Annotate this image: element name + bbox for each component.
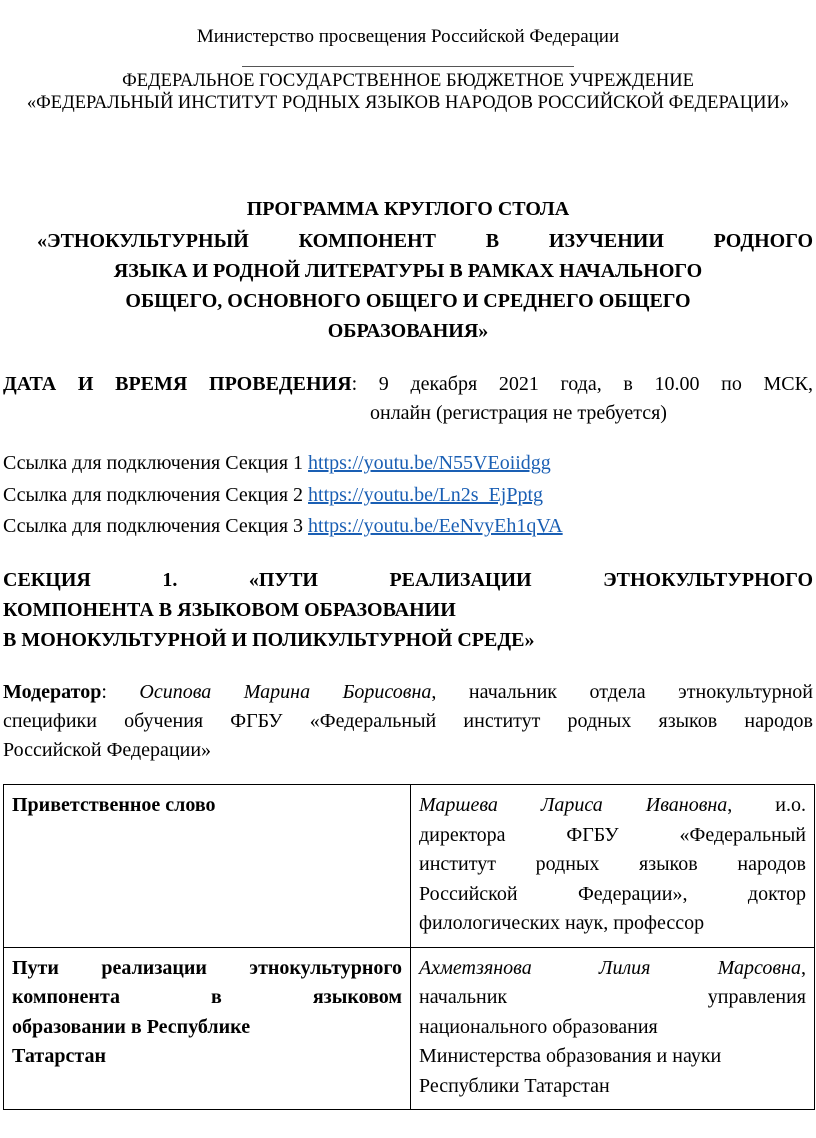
header-divider (242, 66, 574, 67)
event-datetime (3, 373, 813, 396)
moderator-colon: : (101, 681, 140, 703)
link-label-section-3: Ссылка для подключения Секция 3 (3, 515, 309, 537)
program-title-line-2: «ЭТНОКУЛЬТУРНЫЙ КОМПОНЕНТ В ИЗУЧЕНИИ РОДНОГО (37, 230, 813, 252)
topic-line: Пути реализации этнокультурного (12, 956, 402, 979)
link-section-1[interactable]: https://youtu.be/N55VEoiidgg (308, 452, 551, 474)
section-1-heading-line-2: КОМПОНЕНТА В ЯЗЫКОВОМ ОБРАЗОВАНИИ (3, 599, 456, 621)
link-section-3[interactable]: https://youtu.be/EeNvyEh1qVA (308, 515, 563, 537)
speaker-line: филологических наук, профессор (419, 912, 705, 934)
program-title-line-3: ЯЗЫКА И РОДНОЙ ЛИТЕРАТУРЫ В РАМКАХ НАЧАЛЬНОГО (113, 260, 703, 282)
section-1-heading-line-1: СЕКЦИЯ 1. «ПУТИ РЕАЛИЗАЦИИ ЭТНОКУЛЬТУРНОГО (3, 569, 813, 591)
ministry-name: Министерство просвещения Российской Федерации (196, 26, 620, 47)
speaker-cell (411, 785, 815, 948)
topic-cell (4, 785, 411, 948)
speaker-line: национального образования (419, 1015, 658, 1038)
program-table (3, 784, 815, 1110)
speaker-line: директора ФГБУ «Федеральный (419, 823, 806, 846)
link-row-section-1 (3, 452, 551, 475)
program-title-line-5: ОБРАЗОВАНИЯ» (327, 320, 489, 342)
moderator-line-1 (3, 681, 813, 704)
speaker-line (419, 791, 806, 821)
program-title-line-4: ОБЩЕГО, ОСНОВНОГО ОБЩЕГО И СРЕДНЕГО ОБЩЕГО (125, 290, 691, 312)
speaker-cell (411, 947, 815, 1110)
speaker-position-start: , и.о. (727, 794, 806, 816)
topic-line: образовании в Республике (12, 1015, 251, 1038)
table-row (4, 785, 815, 948)
speaker-line: институт родных языков народов (419, 853, 806, 875)
moderator-position: , начальник отдела этнокультурной (431, 681, 813, 703)
speaker-position-start: , (801, 956, 806, 979)
speaker-line (419, 954, 806, 984)
institution-line-2: «ФЕДЕРАЛЬНЫЙ ИНСТИТУТ РОДНЫХ ЯЗЫКОВ НАРОДОВ РОССИЙСКОЙ ФЕДЕРАЦИИ» (26, 93, 790, 113)
link-row-section-3 (3, 515, 563, 538)
institution-line-1: ФЕДЕРАЛЬНОЕ ГОСУДАРСТВЕННОЕ БЮДЖЕТНОЕ УЧРЕЖДЕНИЕ (122, 71, 694, 91)
speaker-line: начальник управления (419, 986, 806, 1008)
speaker-line: Министерства образования и науки (419, 1045, 722, 1067)
table-row (4, 947, 815, 1110)
datetime-label: ДАТА И ВРЕМЯ ПРОВЕДЕНИЯ (3, 373, 352, 395)
topic-line: Татарстан (12, 1045, 106, 1067)
topic-line: компонента в языковом (12, 986, 402, 1008)
topic-cell (4, 947, 411, 1110)
speaker-name: Ахметзянова Лилия Марсовна (419, 956, 801, 979)
link-section-2[interactable]: https://youtu.be/Ln2s_EjPptg (308, 484, 544, 506)
link-row-section-2 (3, 484, 543, 507)
datetime-value: : 9 декабря 2021 года, в 10.00 по МСК, (351, 373, 813, 395)
speaker-line: Российской Федерации», доктор (419, 882, 806, 905)
link-label-section-1: Ссылка для подключения Секция 1 (3, 452, 309, 474)
moderator-line-3: Российской Федерации» (3, 739, 212, 761)
moderator-line-2: специфики обучения ФГБУ «Федеральный институт родных языков народов (3, 710, 813, 732)
speaker-name: Маршева Лариса Ивановна (419, 794, 728, 816)
topic-line: Приветственное слово (12, 794, 216, 816)
datetime-note: онлайн (регистрация не требуется) (370, 402, 667, 424)
moderator-name: Осипова Марина Борисовна (139, 681, 432, 703)
link-label-section-2: Ссылка для подключения Секция 2 (3, 484, 309, 506)
speaker-line: Республики Татарстан (419, 1074, 610, 1097)
section-1-heading-line-3: В МОНОКУЛЬТУРНОЙ И ПОЛИКУЛЬТУРНОЙ СРЕДЕ» (3, 629, 535, 651)
moderator-label: Модератор (3, 681, 102, 703)
program-title-line-1: ПРОГРАММА КРУГЛОГО СТОЛА (246, 198, 570, 220)
